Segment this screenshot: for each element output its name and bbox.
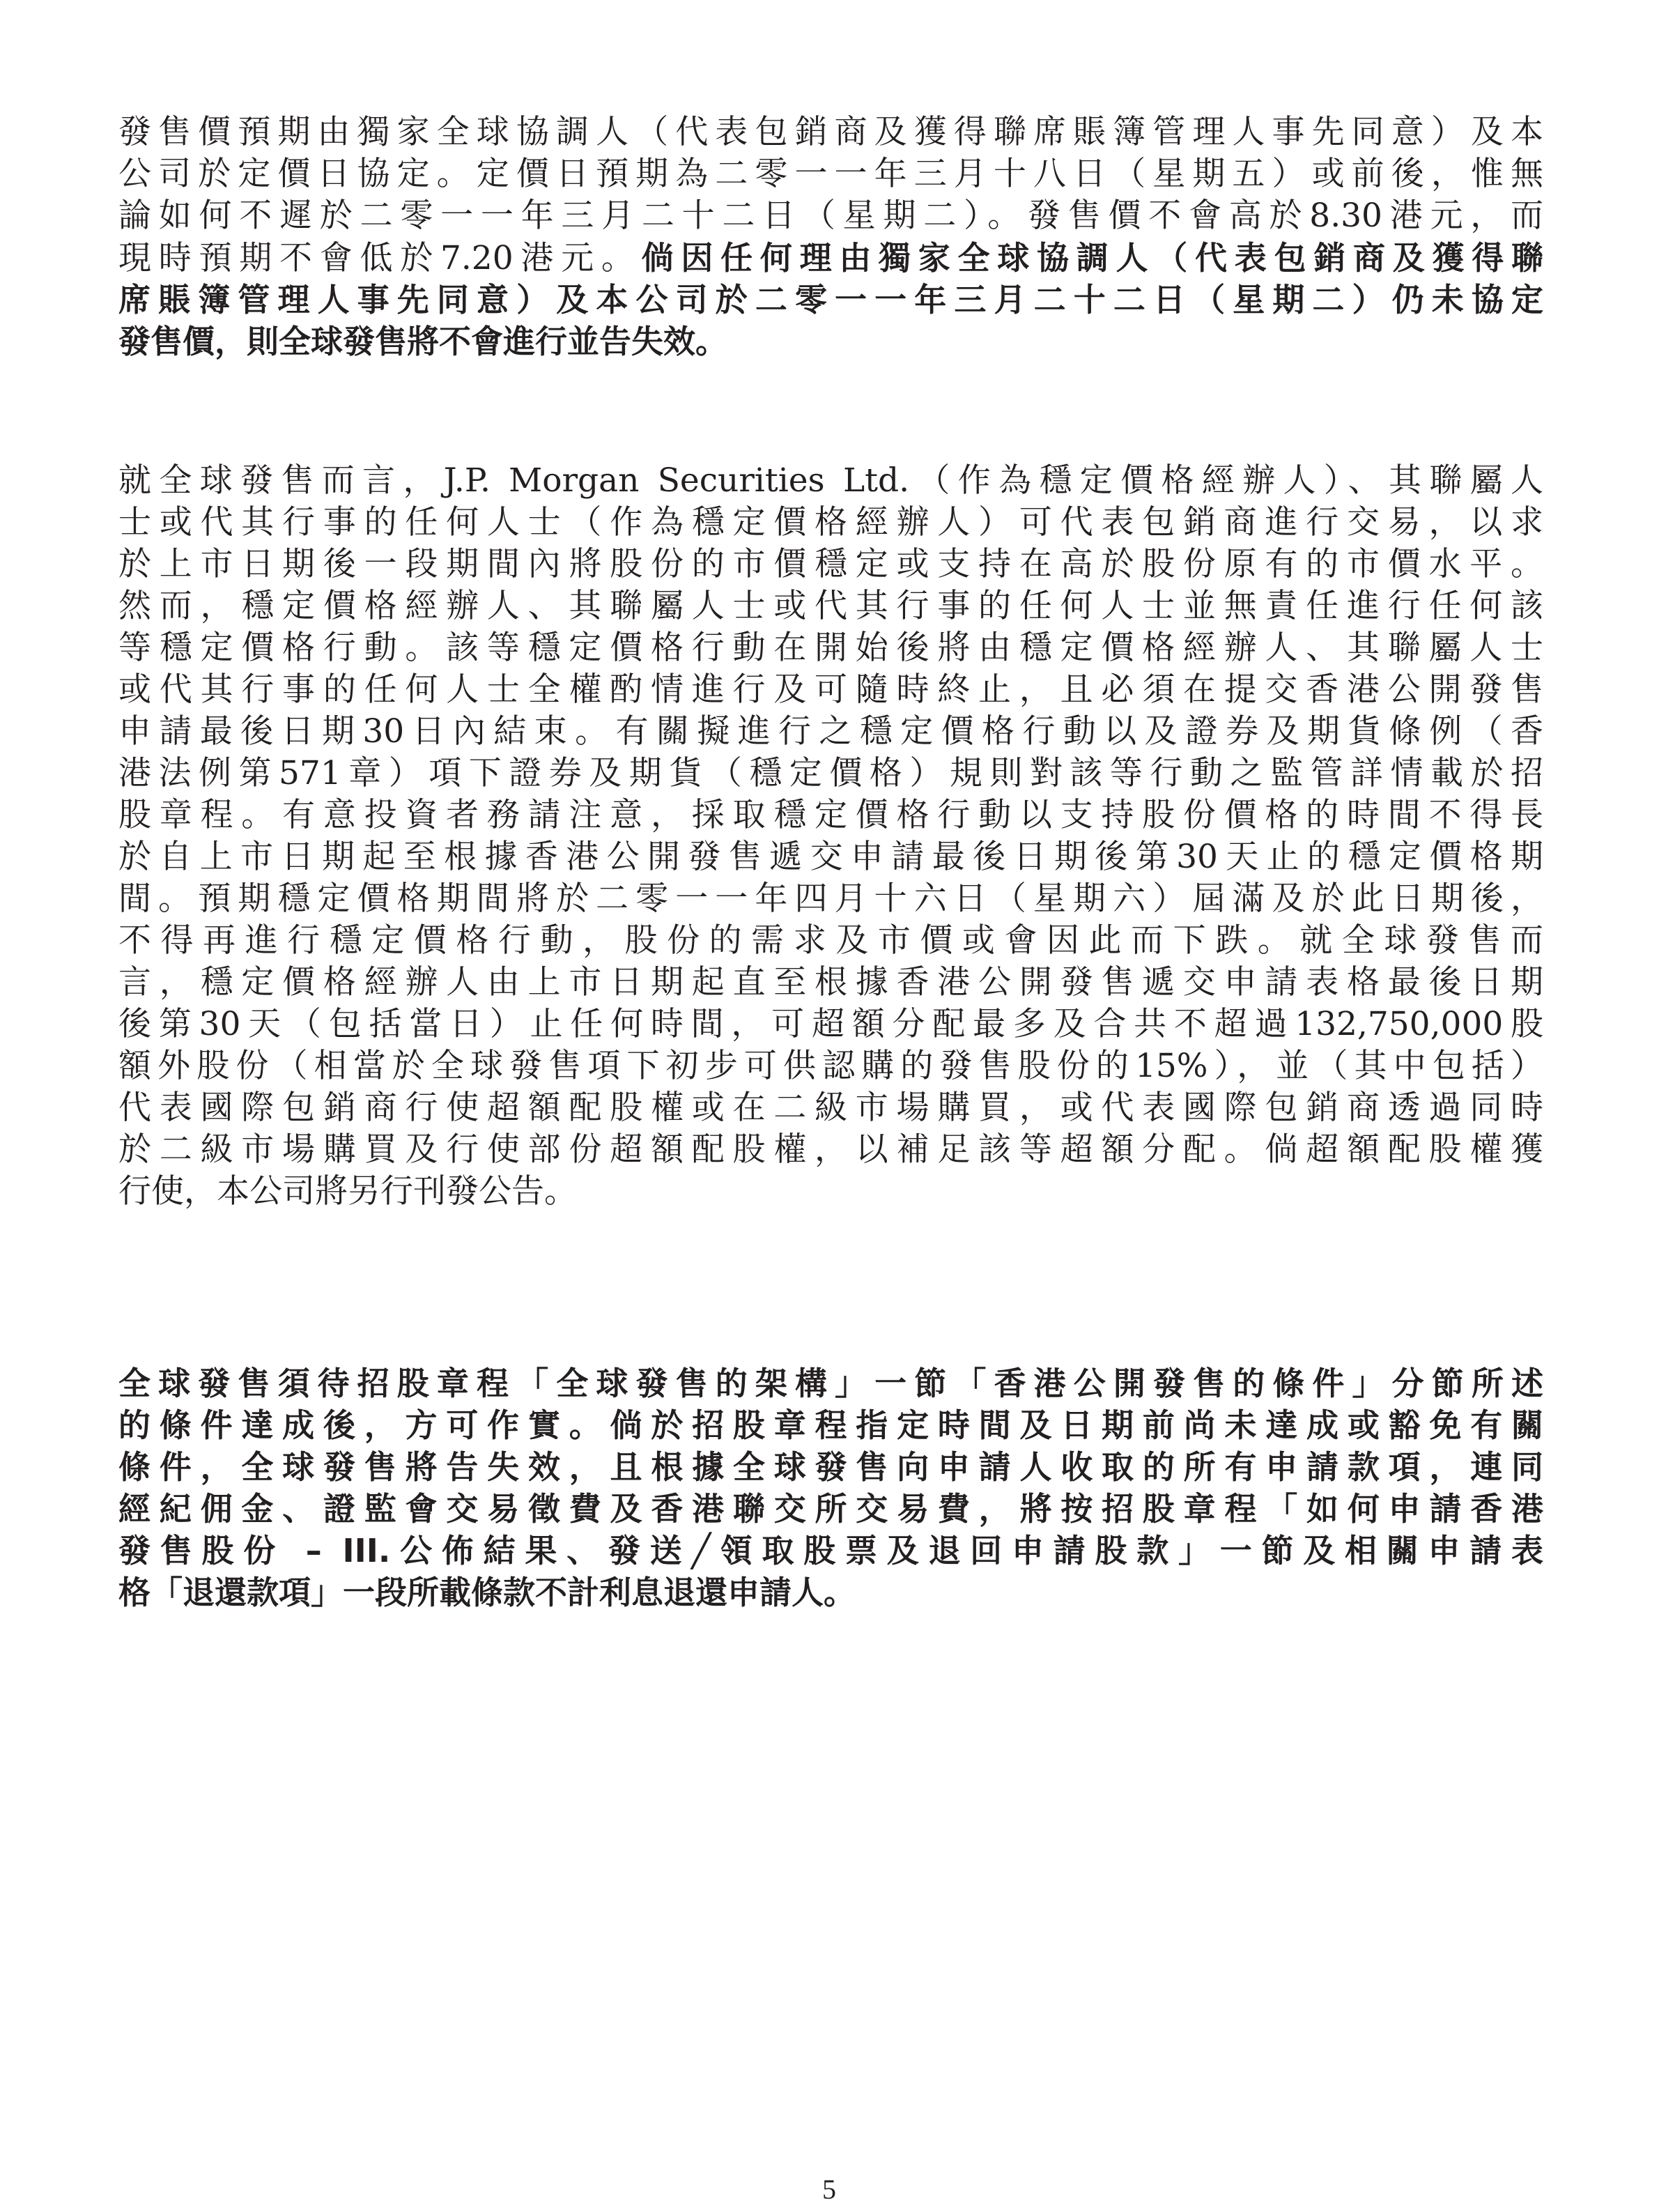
text-line: 後第30天（包括當日）止任何時間，可超額分配最多及合共不超過132,750,000股 xyxy=(118,1005,1543,1043)
text-line: 等穩定價格行動。該等穩定價格行動在開始後將由穩定價格經辦人、其聯屬人士 xyxy=(118,629,1543,667)
text-line: 言，穩定價格經辦人由上市日期起直至根據香港公開發售遞交申請表格最後日期 xyxy=(118,963,1543,1001)
text-line: 額外股份（相當於全球發售項下初步可供認購的發售股份的15%），並（其中包括） xyxy=(118,1047,1543,1085)
text-line: 申請最後日期30日內結束。有關擬進行之穩定價格行動以及證券及期貨條例（香 xyxy=(118,712,1543,751)
text-line: 於自上市日期起至根據香港公開發售遞交申請最後日期後第30天止的穩定價格期 xyxy=(118,838,1543,876)
bold-text-line: 經紀佣金、證監會交易徵費及香港聯交所交易費，將按招股章程「如何申請香港 xyxy=(118,1490,1543,1528)
text-line: 行使，本公司將另行刊發公告。 xyxy=(118,1172,577,1211)
bold-text-line: 席賬簿管理人事先同意）及本公司於二零一一年三月二十二日（星期二）仍未協定 xyxy=(118,281,1543,318)
text-line: 論如何不遲於二零一一年三月二十二日（星期二）。發售價不會高於8.30港元，而 xyxy=(118,197,1543,235)
text-line: 不得再進行穩定價格行動，股份的需求及市價或會因此而下跌。就全球發售而 xyxy=(118,921,1543,960)
text-line: 代表國際包銷商行使超額配股權或在二級市場購買，或代表國際包銷商透過同時 xyxy=(118,1089,1543,1127)
paragraph-stabilization xyxy=(118,460,1543,1213)
text-line: 就全球發售而言，J.P. Morgan Securities Ltd.（作為穩定價格經辦人）、其聯屬人 xyxy=(118,461,1543,500)
text-line: 發售價預期由獨家全球協調人（代表包銷商及獲得聯席賬簿管理人事先同意）及本 xyxy=(118,113,1543,151)
text-line-mixed xyxy=(118,237,1543,279)
paragraph-conditions xyxy=(118,1362,1543,1613)
text-line: 於上市日期後一段期間內將股份的市價穩定或支持在高於股份原有的市價水平。 xyxy=(118,545,1543,583)
text-segment: 現時預期不會低於7.20港元。 xyxy=(118,239,642,277)
bold-text-line: 的條件達成後，方可作實。倘於招股章程指定時間及日期前尚未達成或豁免有關 xyxy=(118,1406,1543,1444)
paragraph-offer-price xyxy=(118,112,1543,362)
text-line: 公司於定價日協定。定價日預期為二零一一年三月十八日（星期五）或前後，惟無 xyxy=(118,155,1543,193)
bold-text-line: 發售股份 – III.公佈結果、發送╱領取股票及退回申請股款」一節及相關申請表 xyxy=(118,1532,1543,1569)
text-line: 港法例第571章）項下證券及期貨（穩定價格）規則對該等行動之監管詳情載於招 xyxy=(118,754,1543,792)
text-line: 士或代其行事的任何人士（作為穩定價格經辦人）可代表包銷商進行交易，以求 xyxy=(118,503,1543,542)
page-number: 5 xyxy=(822,2174,836,2205)
text-line: 於二級市場購買及行使部份超額配股權，以補足該等超額分配。倘超額配股權獲 xyxy=(118,1130,1543,1169)
text-line: 然而，穩定價格經辦人、其聯屬人士或代其行事的任何人士並無責任進行任何該 xyxy=(118,587,1543,625)
bold-text-segment: 倘因任何理由獨家全球協調人（代表包銷商及獲得聯 xyxy=(641,239,1543,277)
bold-text-line: 條件，全球發售將告失效，且根據全球發售向申請人收取的所有申請款項，連同 xyxy=(118,1448,1543,1486)
bold-text-line: 全球發售須待招股章程「全球發售的架構」一節「香港公開發售的條件」分節所述 xyxy=(118,1365,1543,1402)
text-line: 間。預期穩定價格期間將於二零一一年四月十六日（星期六）屆滿及於此日期後， xyxy=(118,880,1543,918)
text-line: 或代其行事的任何人士全權酌情進行及可隨時終止，且必須在提交香港公開發售 xyxy=(118,670,1543,709)
text-line: 股章程。有意投資者務請注意，採取穩定價格行動以支持股份價格的時間不得長 xyxy=(118,796,1543,834)
bold-text-line: 格「退還款項」一段所載條款不計利息退還申請人。 xyxy=(118,1574,856,1611)
bold-text-line: 發售價，則全球發售將不會進行並告失效。 xyxy=(118,323,727,360)
